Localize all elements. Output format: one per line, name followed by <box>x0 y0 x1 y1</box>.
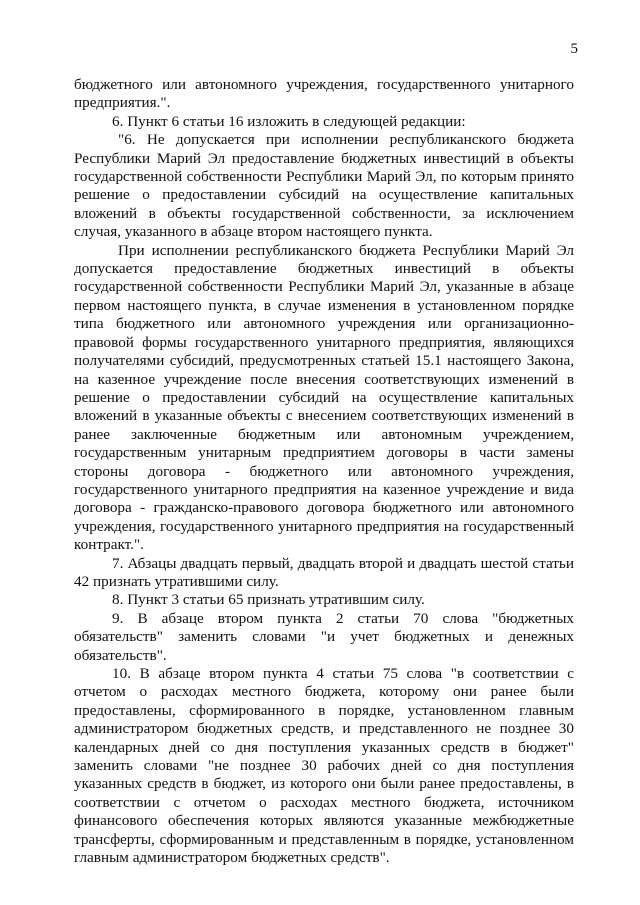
paragraph-quoted-6-second: При исполнении республиканского бюджета Республики Марий Эл допускается предоставление бюджетных инвестиций в объекты государственной собственности Республики Марий Эл, указанные в абзаце первом настоящего пункта, в случае изменения в установленном порядке типа бюджетного или автономного учреждения или организационно-правовой формы государственного унитарного предприятия, являющихся получателями субсидий, предусмотренных статьей 15.1 настоящего Закона, на казенное учреждение после внесения соответствующих изменений в решение о предоставлении субсидий на осуществление капитальных вложений в указанные объекты с внесением соответствующих изменений в ранее заключенные бюджетным или автономным учреждением, государственным унитарным предприятием договоры в части замены стороны договора - бюджетного или автономного учреждения, государственного унитарного предприятия на казенное учреждение и вида договора - гражданско-правового договора бюджетного или автономного учреждения, государственного унитарного предприятия на государственный контракт.". <box>74 241 574 554</box>
paragraph-item-7: 7. Абзацы двадцать первый, двадцать второй и двадцать шестой статьи 42 признать утратившими силу. <box>74 554 574 590</box>
paragraph-item-8: 8. Пункт 3 статьи 65 признать утратившим силу. <box>112 591 425 609</box>
paragraph-item-6: 6. Пункт 6 статьи 16 изложить в следующей редакции: <box>112 112 466 130</box>
paragraph-quoted-6: "6. Не допускается при исполнении республиканского бюджета Республики Марий Эл предоставление бюджетных инвестиций в объекты государственной собственности Республики Марий Эл, по которым принято решение о предоставлении субсидий на осуществление капитальных вложений в объекты государственной собственности, за исключением случая, указанного в абзаце втором настоящего пункта. <box>74 131 574 241</box>
paragraph-item-9: 9. В абзаце втором пункта 2 статьи 70 слова "бюджетных обязательств" заменить словами "и учет бюджетных и денежных обязательств". <box>74 609 574 664</box>
paragraph-continuation: бюджетного или автономного учреждения, государственного унитарного предприятия.". <box>74 76 574 112</box>
paragraph-item-10: 10. В абзаце втором пункта 4 статьи 75 слова "в соответствии с отчетом о расходах местного бюджета, которому они ранее были предоставлены, сформированного в порядке, установленном главным администратором бюджетных средств, и представленного не позднее 30 календарных дней со дня поступления указанных средств в бюджет" заменить словами "не позднее 30 рабочих дней со дня поступления указанных средств в бюджет, из которого они были ранее предоставлены, в соответствии с отчетом о расходах местного бюджета, источником финансового обеспечения которых являются указанные межбюджетные трансферты, сформированным и представленным в порядке, установленном главным администратором бюджетных средств". <box>74 665 574 867</box>
document-body <box>74 76 574 867</box>
page-number: 5 <box>570 41 578 57</box>
